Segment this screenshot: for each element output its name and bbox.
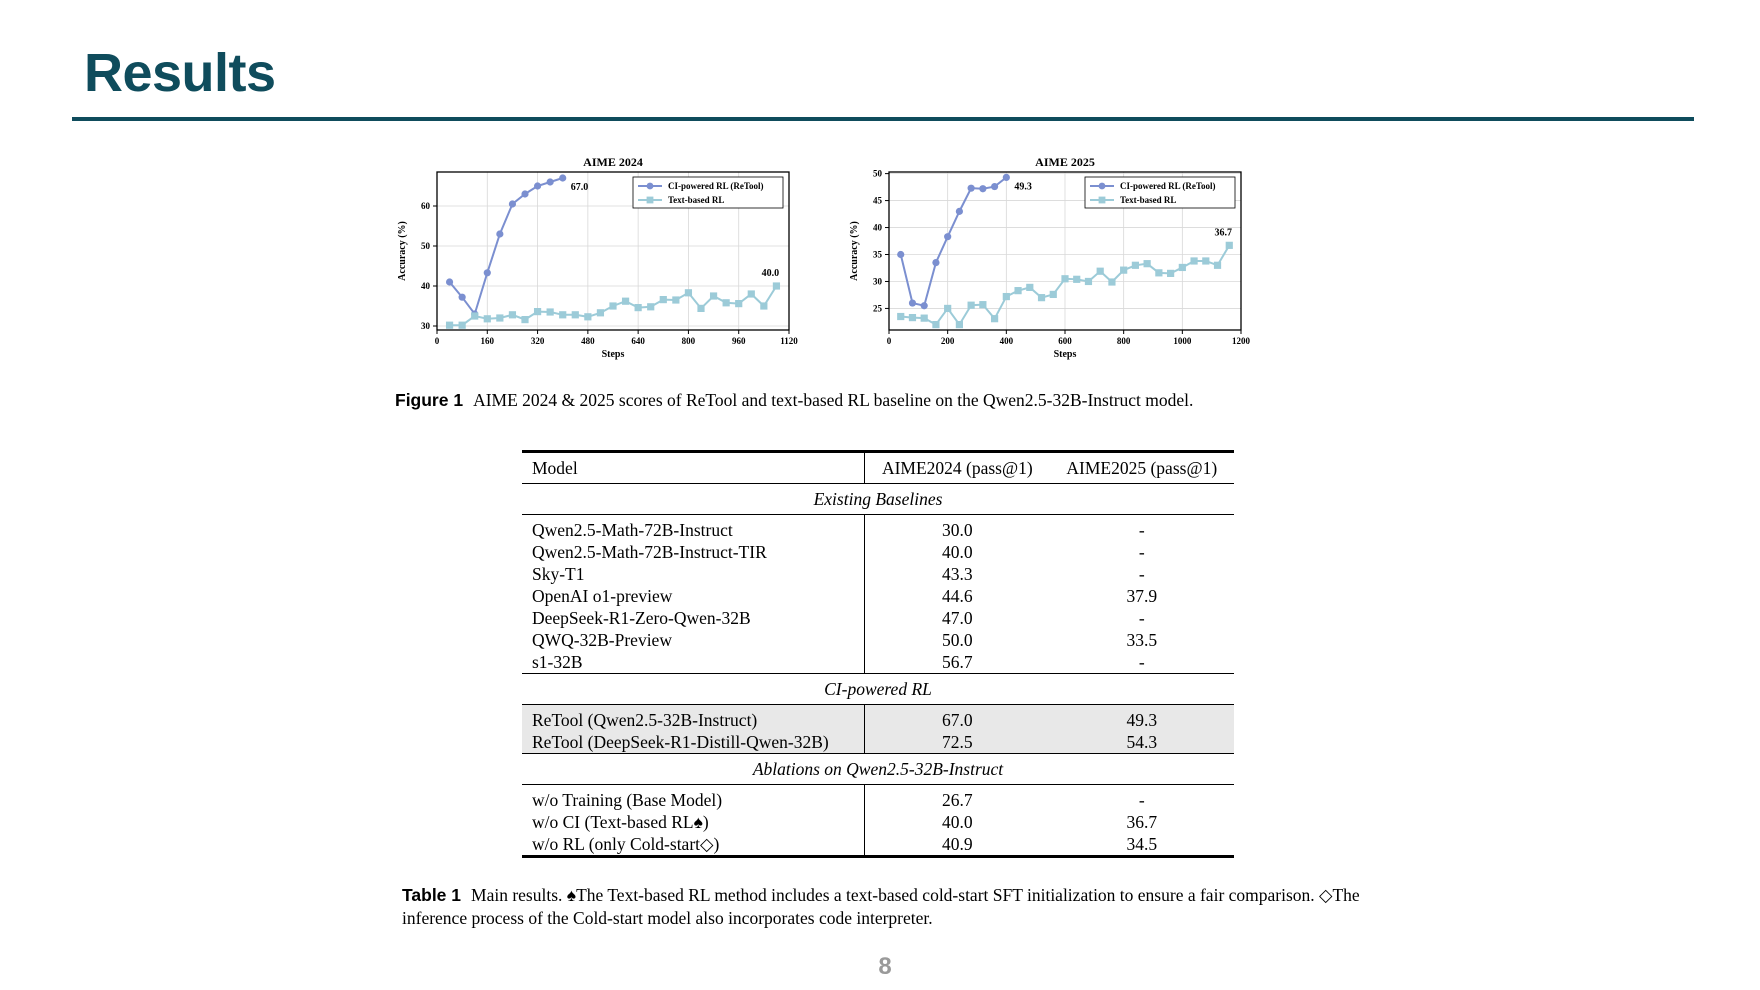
chart-1-textrl-point [1155, 269, 1162, 276]
section-title: Existing Baselines [522, 484, 1234, 515]
chart-1-retool-point [909, 299, 916, 306]
header-model: Model [522, 452, 865, 484]
chart-1-x-tick-label: 400 [999, 336, 1014, 346]
aime2025-cell: - [1138, 652, 1145, 672]
aime2025-cell: - [1138, 608, 1145, 628]
chart-0-textrl-point [471, 312, 478, 319]
aime2025-cell: 37.9 [1126, 586, 1158, 606]
table-caption [402, 884, 1382, 930]
chart-0-textrl-point [760, 302, 767, 309]
aime2025-cell: - [1138, 542, 1145, 562]
chart-1-textrl-point [991, 315, 998, 322]
section-title: Ablations on Qwen2.5-32B-Instruct [522, 754, 1234, 785]
title-divider [72, 117, 1694, 121]
aime2024-cell: 40.0 [942, 812, 973, 832]
chart-0-x-tick-label: 480 [581, 336, 595, 346]
chart-1-y-tick-label: 25 [873, 303, 882, 314]
chart-0-legend-textrl-label: Text-based RL [668, 195, 725, 205]
chart-1-textrl-point [1061, 275, 1068, 282]
chart-1-legend-textrl-label: Text-based RL [1120, 195, 1177, 205]
chart-1-textrl-point [1214, 262, 1221, 269]
chart-0-retool-point [559, 174, 566, 181]
chart-1-textrl-point [1190, 257, 1197, 264]
page-number: 8 [878, 953, 892, 980]
chart-0-textrl-point [660, 296, 667, 303]
chart-1-textrl-end-label: 36.7 [1214, 227, 1233, 239]
aime2025-cell: 33.5 [1126, 630, 1158, 650]
chart-1-textrl-point [932, 321, 939, 328]
model-name-cell: w/o RL (only Cold-start◇) [522, 833, 865, 857]
table-row [522, 541, 1234, 563]
chart-0-x-tick-label: 640 [631, 336, 645, 346]
chart-0-textrl-point [509, 311, 516, 318]
chart-1-textrl-point [1132, 262, 1139, 269]
chart-0-x-tick-label: 960 [731, 336, 746, 346]
chart-0-x-axis-label: Steps [601, 349, 625, 360]
chart-0-x-tick-label: 160 [480, 336, 495, 346]
aime2024-cell: 30.0 [942, 520, 973, 540]
chart-0-textrl-point [572, 311, 579, 318]
chart-1-textrl-point [1202, 257, 1209, 264]
figure-caption [395, 390, 1193, 411]
chart-1-x-tick-label: 0 [886, 336, 892, 346]
aime2025-cell: - [1138, 520, 1145, 540]
chart-1-textrl-point [1026, 284, 1033, 291]
table-row [522, 731, 1234, 754]
chart-1-textrl-point [909, 314, 916, 321]
chart-0-textrl-point [547, 308, 554, 315]
aime2025-cell: 36.7 [1126, 812, 1158, 832]
chart-0-textrl-point [685, 289, 692, 296]
model-name-cell: Qwen2.5-Math-72B-Instruct [522, 515, 865, 542]
aime2024-cell: 56.7 [942, 652, 973, 672]
chart-0-retool-end-label: 67.0 [570, 182, 589, 193]
chart-1-legend-retool-marker [1099, 183, 1106, 190]
figure-caption-text: AIME 2024 & 2025 scores of ReTool and text-based RL baseline on the Qwen2.5-32B-Instruct model. [473, 390, 1194, 410]
chart-1-x-tick-label: 800 [1116, 336, 1131, 346]
aime2024-cell: 44.6 [942, 586, 973, 606]
table-row [522, 705, 1234, 732]
chart-0-y-tick-label: 30 [421, 321, 430, 331]
chart-1-textrl-point [1050, 291, 1057, 298]
chart-1-retool-point [979, 185, 986, 192]
chart-1-textrl-point [944, 305, 951, 312]
table-row [522, 811, 1234, 833]
chart-1-textrl-point [1226, 242, 1233, 249]
model-name-cell: QWQ-32B-Preview [522, 629, 865, 651]
chart-1-textrl-point [1038, 294, 1045, 301]
model-name-cell: Qwen2.5-Math-72B-Instruct-TIR [522, 541, 865, 563]
chart-0-legend-retool-marker [647, 183, 654, 190]
aime2025-cell: - [1138, 564, 1145, 584]
results-table [522, 450, 1234, 858]
model-name-cell: OpenAI o1-preview [522, 585, 865, 607]
chart-0-retool-point [459, 294, 466, 301]
table-row [522, 563, 1234, 585]
model-name-cell: ReTool (Qwen2.5-32B-Instruct) [522, 705, 865, 732]
model-name-cell: s1-32B [522, 651, 865, 674]
chart-0-retool-point [496, 230, 503, 237]
chart-0-textrl-point [446, 322, 453, 329]
model-name-cell: w/o Training (Base Model) [522, 785, 865, 812]
aime2024-cell: 40.0 [942, 542, 973, 562]
table-row [522, 651, 1234, 674]
chart-1-textrl-point [1097, 268, 1104, 275]
chart-0-textrl-point [597, 309, 604, 316]
table-row [522, 629, 1234, 651]
chart-1-retool-point [956, 208, 963, 215]
model-name-cell: Sky-T1 [522, 563, 865, 585]
chart-0-textrl-point [521, 316, 528, 323]
chart-1-x-tick-label: 1200 [1232, 336, 1250, 346]
chart-0-retool-point [521, 190, 528, 197]
chart-0-retool-point [484, 269, 491, 276]
chart-0-textrl-end-label: 40.0 [761, 268, 780, 279]
chart-0-textrl-point [735, 300, 742, 307]
chart-0-retool-point [446, 278, 453, 285]
figure-caption-label: Figure 1 [395, 390, 464, 410]
model-name-cell: DeepSeek-R1-Zero-Qwen-32B [522, 607, 865, 629]
chart-1-textrl-point [1073, 276, 1080, 283]
chart-1-x-tick-label: 200 [940, 336, 955, 346]
chart-0-x-tick-label: 1120 [780, 336, 798, 346]
aime2024-cell: 26.7 [942, 790, 973, 810]
chart-1-textrl-point [968, 302, 975, 309]
chart-1-textrl-point [1179, 264, 1186, 271]
chart-0-x-tick-label: 320 [530, 336, 545, 346]
aime2025-cell: 49.3 [1050, 705, 1234, 732]
table-header-row [522, 452, 1234, 484]
chart-1-y-axis-label: Accuracy (%) [849, 221, 860, 281]
chart-0-title: AIME 2024 [583, 155, 643, 169]
chart-1-x-axis-label: Steps [1053, 349, 1077, 360]
aime-2025-chart [847, 150, 1297, 390]
chart-1-title: AIME 2025 [1035, 155, 1095, 169]
chart-1-retool-line [901, 177, 1007, 305]
aime2024-cell: 67.0 [865, 705, 1050, 732]
chart-0-textrl-point [748, 290, 755, 297]
chart-0-retool-point [547, 178, 554, 185]
aime2024-cell: 40.9 [865, 833, 1050, 857]
chart-0-textrl-point [459, 322, 466, 329]
chart-0-textrl-point [773, 282, 780, 289]
chart-0-y-tick-label: 60 [421, 201, 430, 211]
chart-0-textrl-point [534, 308, 541, 315]
section-title: CI-powered RL [522, 674, 1234, 705]
chart-0-legend-retool-label: CI-powered RL (ReTool) [668, 181, 764, 191]
chart-0-textrl-point [622, 298, 629, 305]
chart-1-legend-retool-label: CI-powered RL (ReTool) [1120, 181, 1216, 191]
chart-1-retool-end-label: 49.3 [1014, 181, 1032, 193]
section-header-row [522, 754, 1234, 785]
chart-0-textrl-point [697, 305, 704, 312]
section-header-row [522, 674, 1234, 705]
table-row [522, 785, 1234, 812]
chart-0-textrl-point [635, 304, 642, 311]
chart-1-legend-textrl-marker [1099, 197, 1106, 204]
aime-2024-chart [395, 150, 845, 390]
chart-0-textrl-point [584, 313, 591, 320]
chart-0-textrl-point [484, 315, 491, 322]
table-caption-label: Table 1 [402, 885, 462, 905]
chart-1-retool-point [968, 185, 975, 192]
chart-1-textrl-point [979, 301, 986, 308]
chart-1-textrl-point [1014, 287, 1021, 294]
chart-0-y-tick-label: 40 [421, 281, 430, 291]
chart-1-textrl-point [921, 315, 928, 322]
chart-0-textrl-point [647, 303, 654, 310]
chart-0-textrl-point [559, 311, 566, 318]
chart-0-x-tick-label: 800 [681, 336, 696, 346]
chart-1-y-tick-label: 35 [873, 249, 882, 260]
chart-1-textrl-point [1167, 270, 1174, 277]
aime2024-cell: 47.0 [942, 608, 973, 628]
table-row [522, 833, 1234, 857]
chart-0-y-axis-label: Accuracy (%) [397, 221, 408, 281]
chart-0-textrl-point [710, 292, 717, 299]
chart-1-retool-point [991, 183, 998, 190]
chart-1-y-tick-label: 40 [873, 222, 882, 233]
chart-1-retool-point [1003, 174, 1010, 181]
chart-0-textrl-point [672, 296, 679, 303]
chart-1-y-tick-label: 50 [873, 168, 882, 179]
aime2024-cell: 50.0 [942, 630, 973, 650]
chart-0-retool-point [509, 200, 516, 207]
table-row [522, 607, 1234, 629]
chart-1-y-tick-label: 45 [873, 195, 882, 206]
aime2024-cell: 43.3 [942, 564, 973, 584]
chart-1-textrl-point [897, 313, 904, 320]
chart-1-y-tick-label: 30 [873, 276, 882, 287]
chart-0-x-tick-label: 0 [434, 336, 440, 346]
chart-0-textrl-point [609, 302, 616, 309]
aime2024-cell: 72.5 [865, 731, 1050, 754]
model-name-cell: w/o CI (Text-based RL♠) [522, 811, 865, 833]
section-header-row [522, 484, 1234, 515]
chart-0-textrl-point [496, 314, 503, 321]
chart-1-textrl-point [956, 321, 963, 328]
chart-1-x-tick-label: 600 [1058, 336, 1072, 346]
header-aime2025: AIME2025 (pass@1) [1050, 452, 1234, 484]
chart-1-textrl-point [1003, 293, 1010, 300]
chart-0-textrl-point [723, 299, 730, 306]
table-caption-text: Main results. ♠The Text-based RL method includes a text-based cold-start SFT initialization to ensure a fair comparison. ◇The inference process of the Cold-start model also incorporates code interpreter. [402, 885, 1360, 928]
chart-1-retool-point [897, 251, 904, 258]
chart-1-textrl-point [1120, 267, 1127, 274]
table-row [522, 585, 1234, 607]
chart-1-retool-point [921, 302, 928, 309]
aime2025-cell: 34.5 [1050, 833, 1234, 857]
aime2025-cell: 54.3 [1050, 731, 1234, 754]
header-aime2024: AIME2024 (pass@1) [865, 452, 1050, 484]
chart-0-retool-point [534, 182, 541, 189]
chart-1-textrl-point [1085, 278, 1092, 285]
chart-1-retool-point [932, 259, 939, 266]
aime2025-cell: - [1138, 790, 1145, 810]
table-row [522, 515, 1234, 542]
chart-1-retool-point [944, 233, 951, 240]
chart-1-textrl-point [1144, 260, 1151, 267]
slide-title: Results [84, 43, 276, 103]
model-name-cell: ReTool (DeepSeek-R1-Distill-Qwen-32B) [522, 731, 865, 754]
chart-1-textrl-point [1108, 278, 1115, 285]
chart-0-legend-textrl-marker [647, 197, 654, 204]
chart-1-x-tick-label: 1000 [1173, 336, 1192, 346]
chart-0-y-tick-label: 50 [421, 241, 430, 251]
